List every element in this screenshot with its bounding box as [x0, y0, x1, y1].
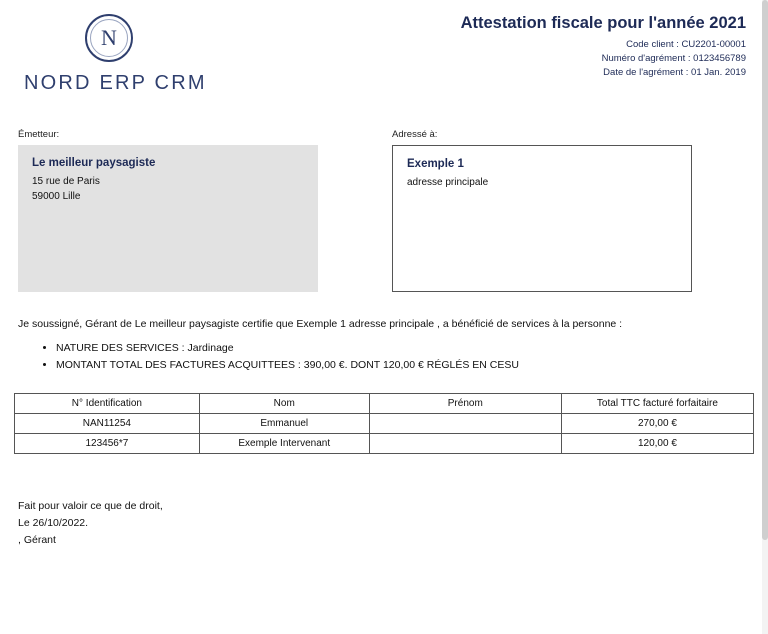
page-title: Attestation fiscale pour l'année 2021	[460, 14, 746, 32]
closing-line-1: Fait pour valoir ce que de droit,	[18, 499, 163, 512]
emitter-label: Émetteur:	[18, 129, 60, 140]
logo-inner-ring	[90, 19, 128, 57]
table-row	[15, 433, 754, 453]
table-row	[15, 413, 754, 433]
approval-date: Date de l'agrément : 01 Jan. 2019	[603, 66, 746, 78]
recipient-label: Adressé à:	[392, 129, 438, 140]
emitter-block	[18, 129, 318, 292]
column-header-prenom: Prénom	[369, 393, 561, 413]
column-header-nom: Nom	[199, 393, 369, 413]
details-table-wrap	[0, 393, 768, 454]
emitter-address-line1: 15 rue de Paris	[32, 176, 100, 187]
cell-prenom	[369, 413, 561, 433]
emitter-address-line2: 59000 Lille	[32, 191, 81, 202]
recipient-name: Exemple 1	[407, 158, 464, 170]
statement-text: Je soussigné, Gérant de Le meilleur paysagiste certifie que Exemple 1 adresse principale , a bénéficié de services à la personne :	[18, 318, 623, 330]
cell-prenom	[369, 433, 561, 453]
scrollbar-thumb[interactable]	[762, 0, 768, 540]
recipient-block	[392, 129, 692, 292]
brand-name: NORD ERP CRM	[24, 72, 207, 94]
approval-number: Numéro d'agrément : 0123456789	[601, 52, 746, 64]
header-meta	[461, 14, 750, 79]
emitter-box	[18, 145, 318, 292]
client-code: Code client : CU2201-00001	[626, 39, 746, 50]
cell-nom: Emmanuel	[199, 413, 369, 433]
services-list	[18, 340, 750, 375]
cell-total: 270,00 €	[561, 413, 753, 433]
cell-identification: NAN11254	[15, 413, 200, 433]
page-scrollbar[interactable]	[762, 0, 768, 634]
recipient-box	[392, 145, 692, 292]
emitter-name: Le meilleur paysagiste	[32, 157, 156, 169]
table-header-row	[15, 393, 754, 413]
statement-section	[0, 318, 768, 375]
column-header-total: Total TTC facturé forfaitaire	[561, 393, 753, 413]
closing-section	[0, 498, 768, 550]
list-item: • NATURE DES SERVICES : Jardinage	[56, 340, 750, 357]
column-header-identification: N° Identification	[15, 393, 200, 413]
cell-nom: Exemple Intervenant	[199, 433, 369, 453]
cell-identification: 123456*7	[15, 433, 200, 453]
parties-section	[0, 129, 768, 292]
closing-line-2: Le 26/10/2022.	[18, 516, 89, 529]
brand-block	[18, 14, 207, 95]
list-item: • MONTANT TOTAL DES FACTURES ACQUITTEES : 390,00 €. DONT 120,00 € RÉGLÉS EN CESU	[56, 357, 750, 374]
document-header	[0, 0, 768, 95]
closing-line-3: , Gérant	[18, 534, 56, 547]
logo-wrap	[24, 14, 194, 62]
recipient-address-line1: adresse principale	[407, 177, 489, 188]
logo-letter: N	[101, 25, 117, 50]
details-table	[14, 393, 754, 454]
cell-total: 120,00 €	[561, 433, 753, 453]
company-logo-icon	[85, 14, 133, 62]
